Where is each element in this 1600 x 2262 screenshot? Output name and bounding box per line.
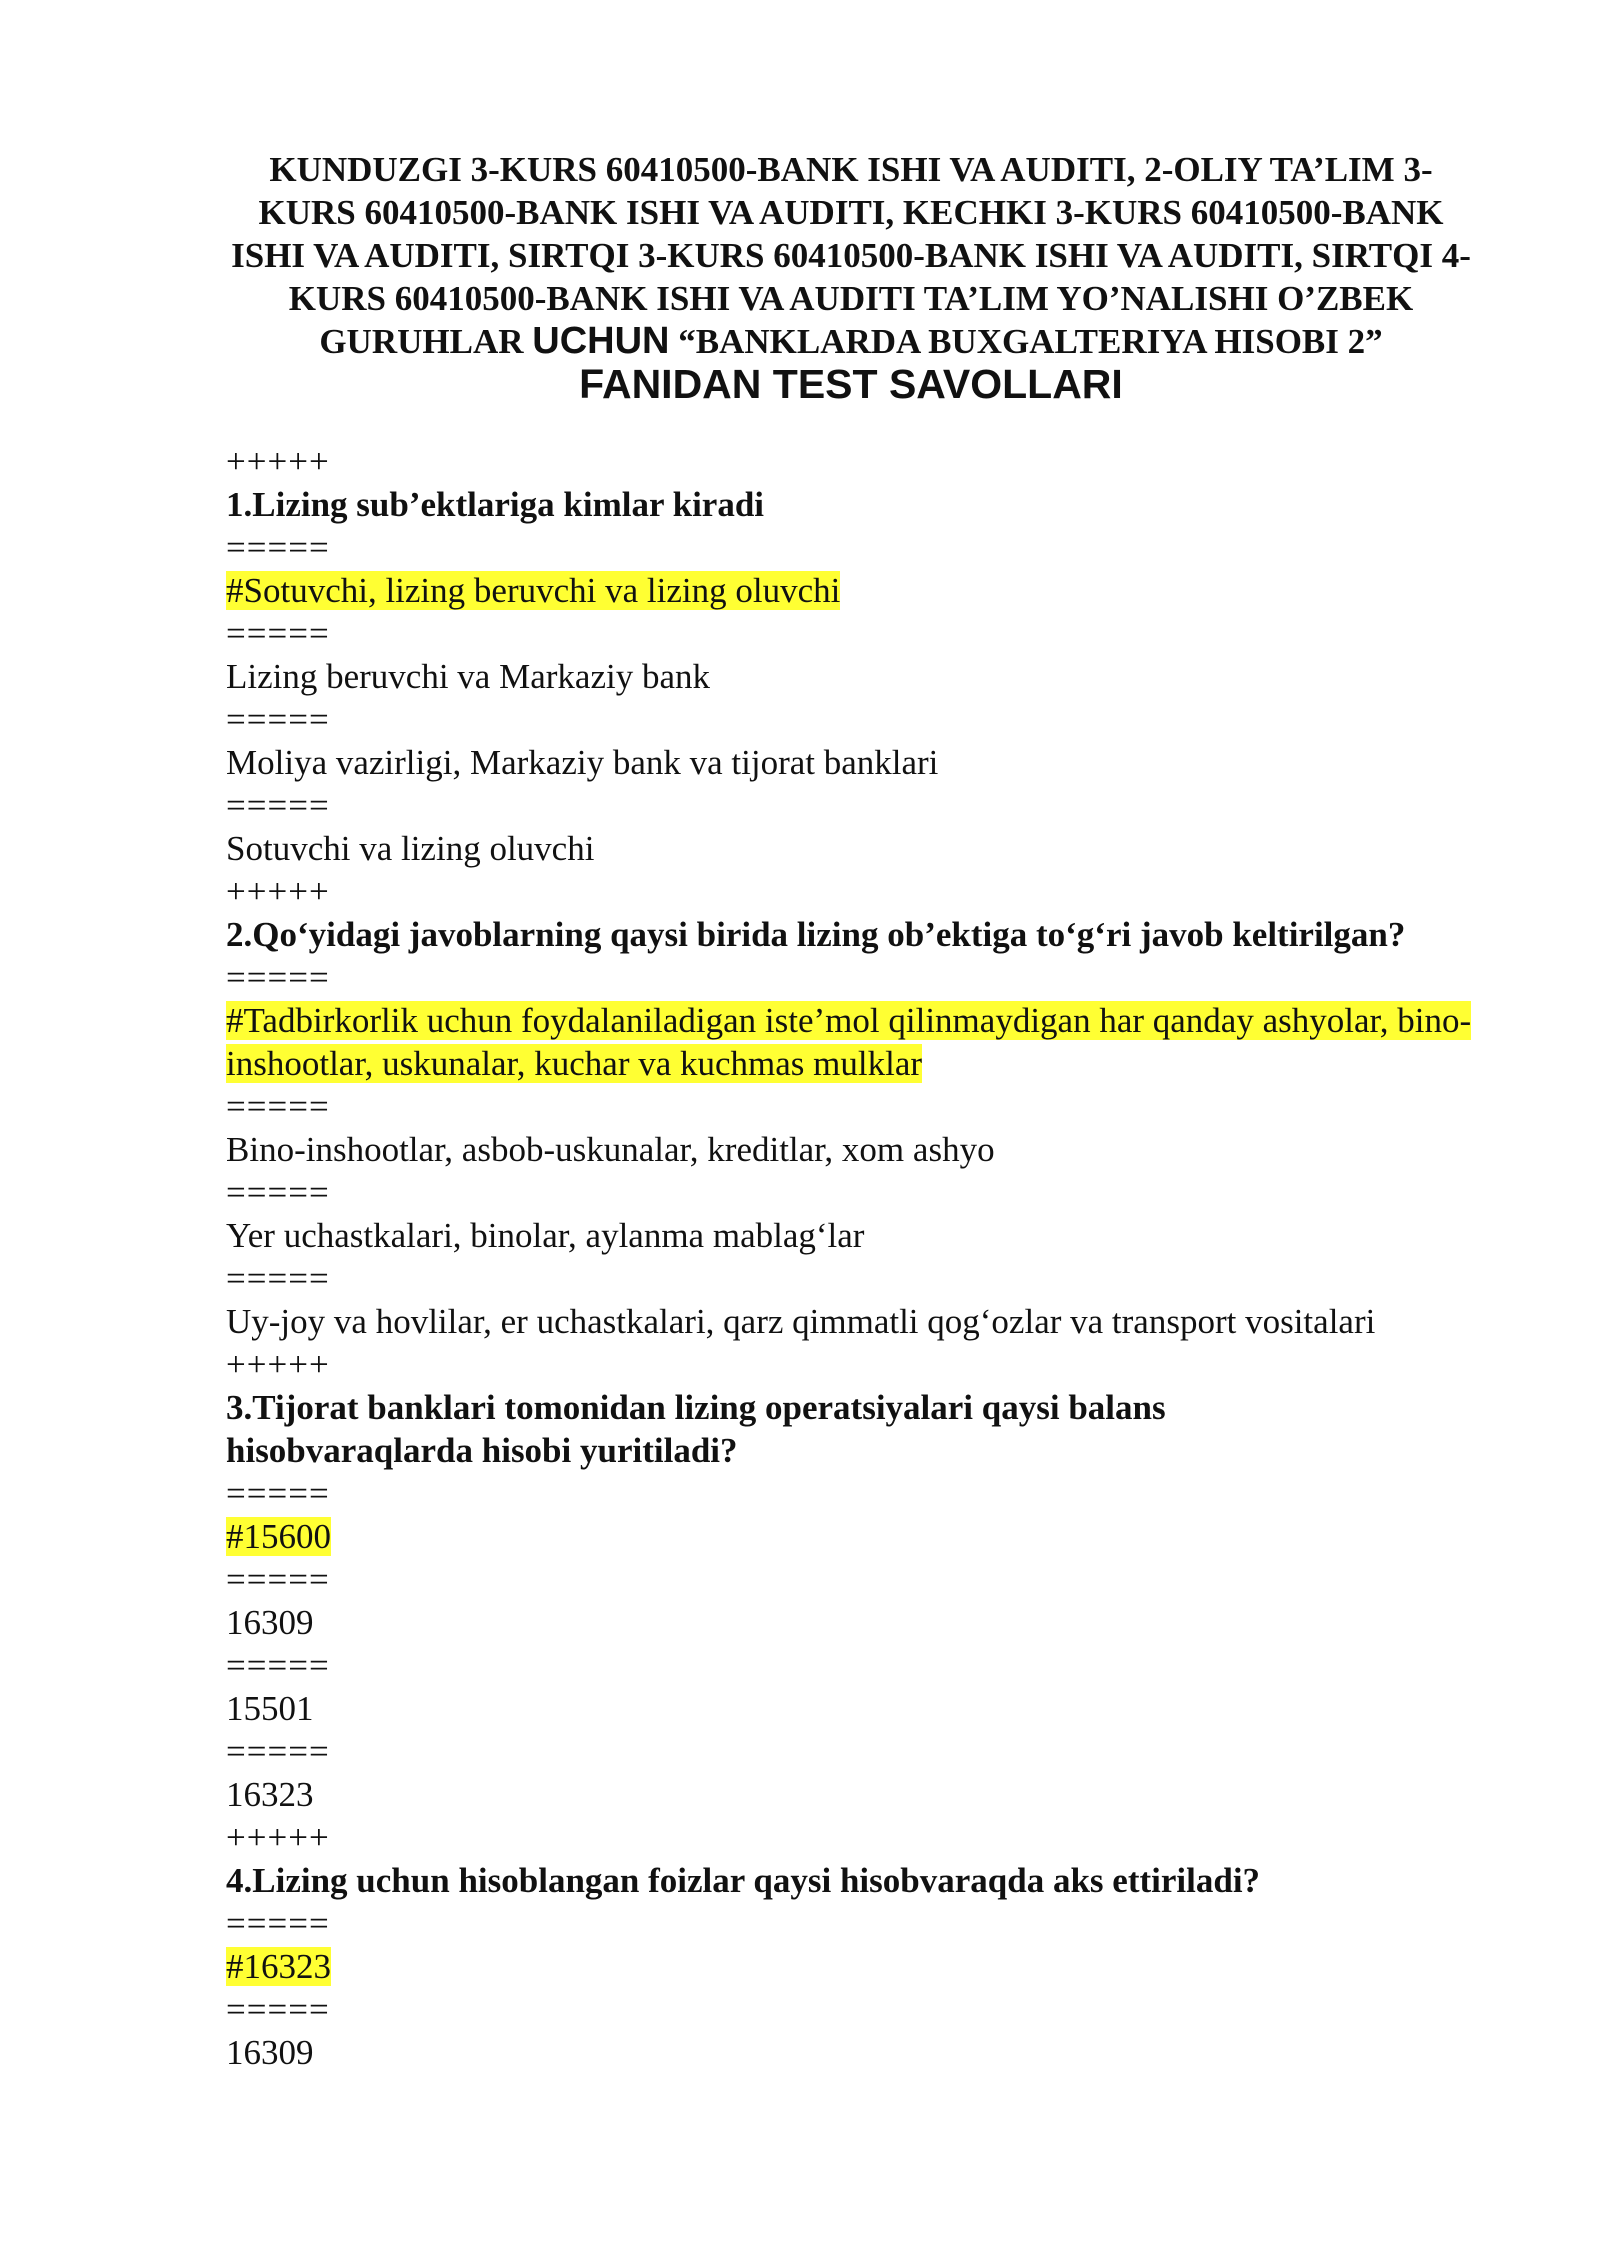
question-marker: +++++ — [226, 872, 330, 911]
question-text: 2.Qo‘yidagi javoblarning qaysi birida lizing ob’ektiga to‘g‘ri javob keltirilgan? — [226, 915, 1406, 954]
answer-marker: ===== — [226, 1732, 330, 1771]
correct-answer: #Sotuvchi, lizing beruvchi va lizing oluvchi — [226, 571, 841, 610]
answer-option: Yer uchastkalari, binolar, aylanma mablag‘lar — [226, 1216, 865, 1255]
correct-answer: #15600 — [226, 1517, 331, 1556]
answer-option: Sotuvchi va lizing oluvchi — [226, 829, 595, 868]
answer-option: Moliya vazirligi, Markaziy bank va tijorat banklari — [226, 743, 939, 782]
answer-marker: ===== — [226, 786, 330, 825]
correct-answer: #16323 — [226, 1947, 331, 1986]
question-text: 3.Tijorat banklari tomonidan lizing operatsiyalari qaysi balans hisobvaraqlarda hisobi yuritiladi? — [226, 1388, 1166, 1470]
answer-marker: ===== — [226, 1474, 330, 1513]
answer-option: 15501 — [226, 1689, 314, 1728]
answer-option: Uy-joy va hovlilar, er uchastkalari, qarz qimmatli qog‘ozlar va transport vositalari — [226, 1302, 1376, 1341]
title-part-3: “BANKLARDA BUXGALTERIYA HISOBI 2” — [678, 322, 1383, 361]
question-text: 4.Lizing uchun hisoblangan foizlar qaysi hisobvaraqda aks ettiriladi? — [226, 1861, 1261, 1900]
answer-marker: ===== — [226, 700, 330, 739]
answer-marker: ===== — [226, 528, 330, 567]
correct-answer: #Tadbirkorlik uchun foydalaniladigan iste’mol qilinmaydigan har qanday ashyolar, bino-inshootlar, uskunalar, kuchar va kuchmas mulklar — [226, 1001, 1472, 1083]
answer-marker: ===== — [226, 1646, 330, 1685]
answer-marker: ===== — [226, 1259, 330, 1298]
title-part-4: FANIDAN TEST SAVOLLARI — [579, 361, 1123, 407]
test-content — [226, 440, 1488, 2074]
document-title — [226, 148, 1476, 408]
answer-marker: ===== — [226, 1904, 330, 1943]
question-marker: +++++ — [226, 1345, 330, 1384]
title-part-2: UCHUN — [532, 320, 670, 362]
answer-option: Lizing beruvchi va Markaziy bank — [226, 657, 710, 696]
question-marker: +++++ — [226, 1818, 330, 1857]
answer-marker: ===== — [226, 958, 330, 997]
answer-marker: ===== — [226, 1990, 330, 2029]
answer-option: Bino-inshootlar, asbob-uskunalar, kreditlar, xom ashyo — [226, 1130, 995, 1169]
answer-marker: ===== — [226, 614, 330, 653]
answer-marker: ===== — [226, 1560, 330, 1599]
question-text: 1.Lizing sub’ektlariga kimlar kiradi — [226, 485, 765, 524]
answer-option: 16309 — [226, 1603, 314, 1642]
title-part-1: KUNDUZGI 3-KURS 60410500-BANK ISHI VA AUDITI, 2-OLIY TA’LIM 3-KURS 60410500-BANK ISHI VA AUDITI, KECHKI 3-KURS 60410500-BANK ISHI VA AUDITI, SIRTQI 3-KURS 60410500-BANK ISHI VA AUDITI, SIRTQI 4-KURS 60410500-BANK ISHI VA AUDITI TA’LIM YO’NALISHI O’ZBEK GURUHLAR — [231, 150, 1471, 361]
question-marker: +++++ — [226, 442, 330, 481]
answer-marker: ===== — [226, 1087, 330, 1126]
answer-option: 16323 — [226, 1775, 314, 1814]
answer-marker: ===== — [226, 1173, 330, 1212]
answer-option: 16309 — [226, 2033, 314, 2072]
